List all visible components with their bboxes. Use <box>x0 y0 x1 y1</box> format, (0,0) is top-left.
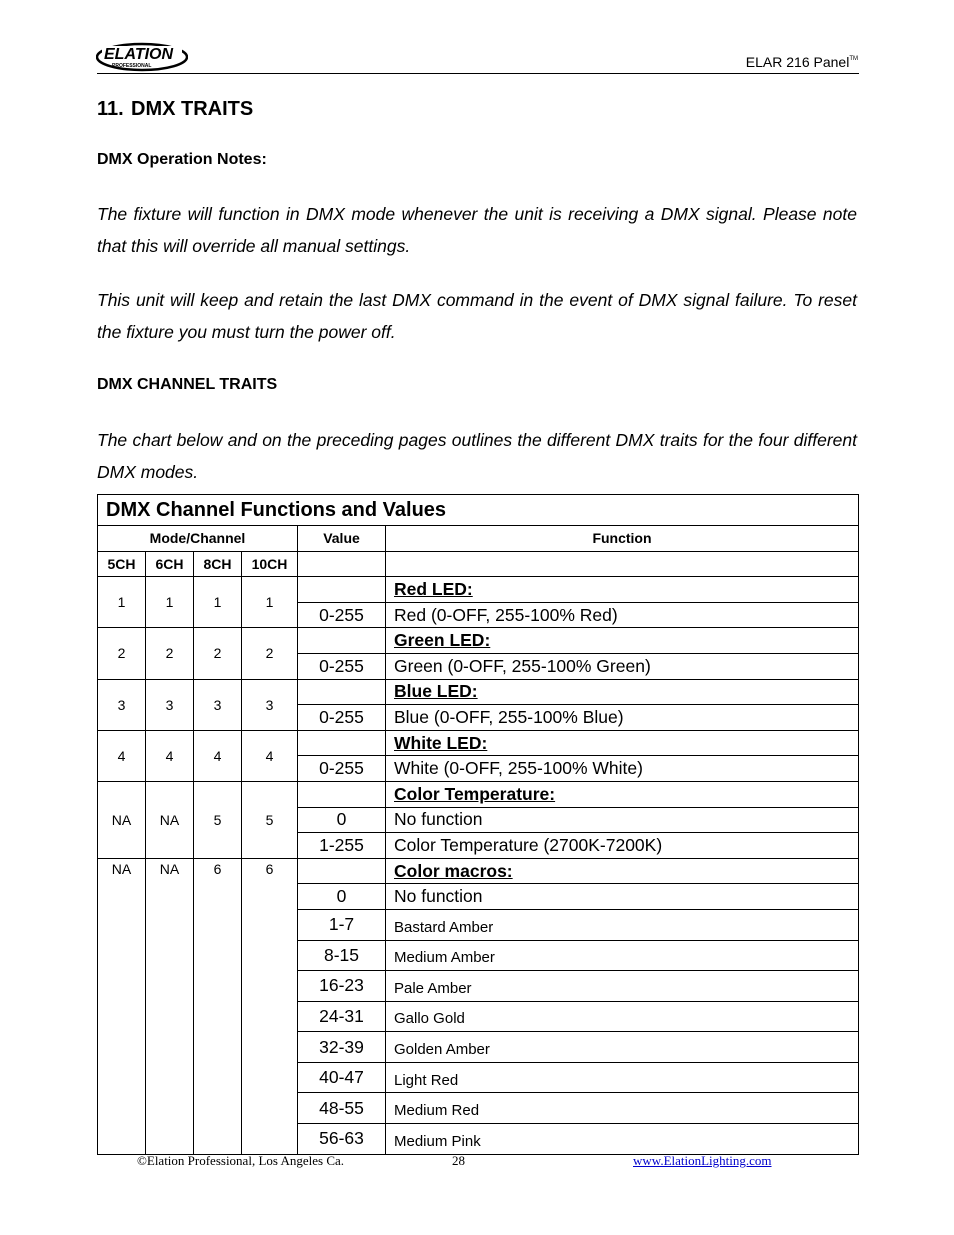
function-cell: Red (0-OFF, 255-100% Red) <box>386 602 859 628</box>
function-cell: Golden Amber <box>386 1032 859 1063</box>
channel-number-cell: 1 <box>242 577 298 628</box>
channel-number-cell: 3 <box>242 679 298 730</box>
product-name: ELAR 216 Panel™ <box>745 54 858 70</box>
table-row <box>98 628 859 654</box>
value-cell: 0 <box>298 884 386 910</box>
value-cell: 0-255 <box>298 602 386 628</box>
function-cell: Medium Amber <box>386 940 859 971</box>
empty-cell <box>298 551 386 577</box>
function-cell: Pale Amber <box>386 971 859 1002</box>
function-cell: Light Red <box>386 1062 859 1093</box>
function-cell: Medium Pink <box>386 1124 859 1155</box>
table-row <box>98 679 859 705</box>
channel-number-cell: 6 <box>194 858 242 1154</box>
channel-number-cell: NA <box>98 781 146 858</box>
function-cell: Blue (0-OFF, 255-100% Blue) <box>386 705 859 731</box>
section-heading: 11. DMX TRAITS <box>97 98 254 120</box>
table-row <box>98 577 859 603</box>
paragraph: The fixture will function in DMX mode whenever the unit is receiving a DMX signal. Please note that this will override all manual settings. <box>97 204 857 256</box>
channel-number-cell: NA <box>98 858 146 1154</box>
paragraph: The chart below and on the preceding pages outlines the different DMX traits for the four different DMX modes. <box>97 430 857 482</box>
table-title: DMX Channel Functions and Values <box>98 495 859 526</box>
value-cell <box>298 628 386 654</box>
channel-number-cell: 4 <box>242 730 298 781</box>
channel-number-cell: NA <box>146 781 194 858</box>
channel-number-cell: 6 <box>242 858 298 1154</box>
function-cell: Gallo Gold <box>386 1001 859 1032</box>
channel-number-cell: 4 <box>98 730 146 781</box>
value-cell: 40-47 <box>298 1062 386 1093</box>
channel-number-cell: 1 <box>146 577 194 628</box>
value-cell: 0-255 <box>298 653 386 679</box>
elation-logo <box>96 40 188 72</box>
channel-number-cell: 2 <box>242 628 298 679</box>
value-cell: 1-255 <box>298 833 386 859</box>
function-heading: Color macros: <box>386 858 859 884</box>
value-cell: 8-15 <box>298 940 386 971</box>
value-cell: 48-55 <box>298 1093 386 1124</box>
website-link[interactable]: www.ElationLighting.com <box>633 1153 772 1168</box>
channel-number-cell: 2 <box>146 628 194 679</box>
paragraph: This unit will keep and retain the last DMX command in the event of DMX signal failure. To reset the fixture you must turn the power off. <box>97 290 857 342</box>
channel-number-cell: 4 <box>146 730 194 781</box>
value-cell: 32-39 <box>298 1032 386 1063</box>
value-cell: 56-63 <box>298 1124 386 1155</box>
mode-header: 5CH <box>98 551 146 577</box>
page-number: 28 <box>452 1153 465 1168</box>
channel-traits-heading: DMX CHANNEL TRAITS <box>97 376 278 393</box>
table-row <box>98 858 859 884</box>
channel-number-cell: 4 <box>194 730 242 781</box>
function-cell: No function <box>386 807 859 833</box>
value-cell: 0-255 <box>298 756 386 782</box>
value-cell: 1-7 <box>298 909 386 940</box>
function-heading: Green LED: <box>386 628 859 654</box>
mode-header: 10CH <box>242 551 298 577</box>
empty-cell <box>386 551 859 577</box>
channel-number-cell: 3 <box>146 679 194 730</box>
footer-copyright: ©Elation Professional, Los Angeles Ca. <box>137 1153 345 1168</box>
value-cell <box>298 577 386 603</box>
function-cell: Medium Red <box>386 1093 859 1124</box>
function-cell: No function <box>386 884 859 910</box>
function-heading: White LED: <box>386 730 859 756</box>
function-cell: Green (0-OFF, 255-100% Green) <box>386 653 859 679</box>
function-cell: White (0-OFF, 255-100% White) <box>386 756 859 782</box>
mode-header: 8CH <box>194 551 242 577</box>
svg-text:ELATION: ELATION <box>104 46 174 63</box>
channel-number-cell: 3 <box>98 679 146 730</box>
value-cell: 24-31 <box>298 1001 386 1032</box>
header-divider <box>97 73 859 74</box>
value-cell: 0 <box>298 807 386 833</box>
svg-text:PROFESSIONAL: PROFESSIONAL <box>112 63 152 69</box>
channel-number-cell: 5 <box>242 781 298 858</box>
mode-header: 6CH <box>146 551 194 577</box>
value-cell <box>298 730 386 756</box>
function-heading: Red LED: <box>386 577 859 603</box>
column-header-function: Function <box>386 526 859 552</box>
channel-number-cell: 1 <box>98 577 146 628</box>
channel-number-cell: 2 <box>98 628 146 679</box>
function-cell: Color Temperature (2700K-7200K) <box>386 833 859 859</box>
channel-number-cell: 5 <box>194 781 242 858</box>
channel-number-cell: 2 <box>194 628 242 679</box>
value-cell <box>298 781 386 807</box>
function-cell: Bastard Amber <box>386 909 859 940</box>
value-cell: 0-255 <box>298 705 386 731</box>
table-row <box>98 781 859 807</box>
table-row <box>98 730 859 756</box>
value-cell <box>298 858 386 884</box>
channel-number-cell: 1 <box>194 577 242 628</box>
value-cell: 16-23 <box>298 971 386 1002</box>
dmx-channel-table <box>97 494 859 1155</box>
function-heading: Color Temperature: <box>386 781 859 807</box>
channel-number-cell: NA <box>146 858 194 1154</box>
function-heading: Blue LED: <box>386 679 859 705</box>
value-cell <box>298 679 386 705</box>
column-header-value: Value <box>298 526 386 552</box>
column-header-mode-channel: Mode/Channel <box>98 526 298 552</box>
operation-notes-heading: DMX Operation Notes: <box>97 151 267 168</box>
channel-number-cell: 3 <box>194 679 242 730</box>
